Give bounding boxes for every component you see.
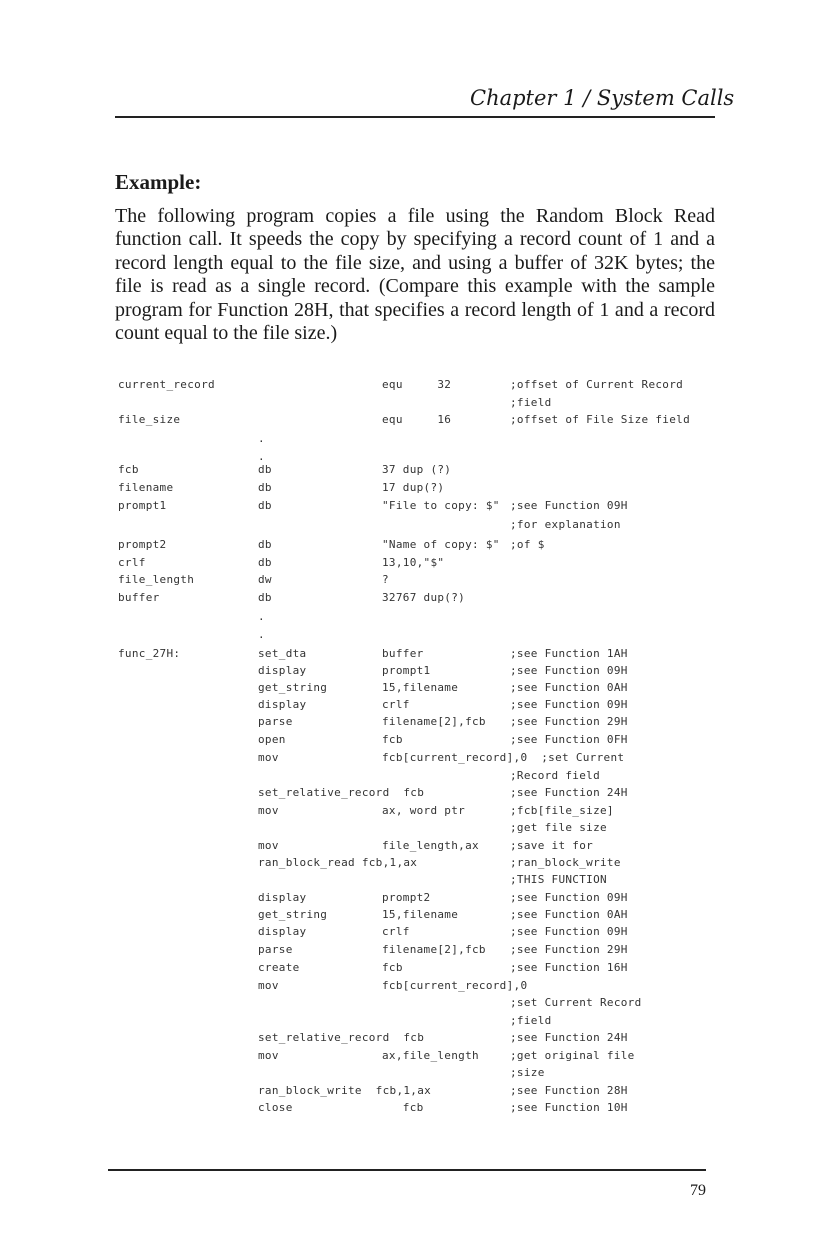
intro-paragraph: The following program copies a file using the Random Block Read function call. It speeds the copy by specifying a record count of 1 and a record length equal to the file size, and using a buffer of 32K bytes; the file is read as a single record. (Compare this example with the sample program for Function 28H, that specifies a record length of 1 and a record count equal to the file size.) (115, 205, 715, 345)
code-comment: ;ran_block_write (510, 856, 621, 869)
code-comment: ;of $ (510, 538, 545, 551)
code-op: get_string (258, 681, 328, 694)
code-op: mov (258, 804, 279, 817)
code-operand: filename[2],fcb (382, 943, 486, 956)
code-operand: crlf (382, 925, 410, 938)
code-label: current_record (118, 378, 215, 391)
code-comment: ;see Function 28H (510, 1084, 628, 1097)
code-op: set_relative_record fcb (258, 786, 425, 799)
code-op: display (258, 891, 307, 904)
code-op: close (258, 1101, 293, 1114)
code-comment: ;see Function 0AH (510, 681, 628, 694)
code-operand: buffer (382, 647, 424, 660)
code-op: ran_block_read fcb,1,ax (258, 856, 418, 869)
code-comment: ;THIS FUNCTION (510, 873, 607, 886)
code-operand: equ 16 (382, 413, 452, 426)
code-operand: filename[2],fcb (382, 715, 486, 728)
code-comment: ;see Function 0AH (510, 908, 628, 921)
code-op: db (258, 591, 272, 604)
code-operand: 13,10,"$" (382, 556, 445, 569)
code-comment: ;get file size (510, 821, 607, 834)
code-comment: ;see Function 29H (510, 943, 628, 956)
code-label: file_length (118, 573, 195, 586)
code-operand: crlf (382, 698, 410, 711)
code-comment: ;field (510, 396, 552, 409)
code-label: filename (118, 481, 174, 494)
code-operand: ax,file_length (382, 1049, 479, 1062)
code-operand: equ 32 (382, 378, 452, 391)
code-comment: ;offset of Current Record (510, 378, 684, 391)
code-comment: ;see Function 09H (510, 891, 628, 904)
code-comment: ;see Function 10H (510, 1101, 628, 1114)
code-op: set_relative_record fcb (258, 1031, 425, 1044)
code-op: db (258, 499, 272, 512)
code-op: get_string (258, 908, 328, 921)
code-operand: "Name of copy: $" (382, 538, 500, 551)
code-comment: ;see Function 09H (510, 698, 628, 711)
code-comment: ;see Function 09H (510, 664, 628, 677)
code-op: db (258, 556, 272, 569)
code-operand: 32767 dup(?) (382, 591, 466, 604)
code-label: prompt2 (118, 538, 167, 551)
code-op: mov (258, 979, 279, 992)
code-operand: prompt1 (382, 664, 431, 677)
code-operand: 15,filename (382, 681, 459, 694)
code-operand: prompt2 (382, 891, 431, 904)
code-op: parse (258, 715, 293, 728)
code-label: crlf (118, 556, 146, 569)
code-label: file_size (118, 413, 181, 426)
code-comment: ;get original file (510, 1049, 635, 1062)
code-label: fcb (118, 463, 139, 476)
code-op: mov (258, 839, 279, 852)
code-comment: ;offset of File Size field (510, 413, 690, 426)
code-comment: ;set Current Record (510, 996, 642, 1009)
code-label: func_27H: (118, 647, 181, 660)
code-comment: ;field (510, 1014, 552, 1027)
code-comment: ;see Function 09H (510, 925, 628, 938)
code-op: db (258, 481, 272, 494)
section-heading: Example: (115, 170, 202, 194)
code-comment: ;fcb[file_size] (510, 804, 614, 817)
code-operand: fcb (382, 733, 403, 746)
code-label: prompt1 (118, 499, 167, 512)
code-op: . (258, 628, 265, 641)
code-comment: ;see Function 16H (510, 961, 628, 974)
code-op: dw (258, 573, 272, 586)
code-op: create (258, 961, 300, 974)
code-op: db (258, 463, 272, 476)
code-operand: ax, word ptr (382, 804, 466, 817)
code-op: . (258, 450, 265, 463)
code-op: db (258, 538, 272, 551)
code-comment: ;see Function 24H (510, 1031, 628, 1044)
code-comment: ;size (510, 1066, 545, 1079)
code-comment: ;Record field (510, 769, 600, 782)
code-op: parse (258, 943, 293, 956)
code-comment: ;save it for (510, 839, 594, 852)
code-comment: ;see Function 29H (510, 715, 628, 728)
code-operand: fcb (382, 961, 403, 974)
page-number: 79 (690, 1182, 706, 1199)
code-operand: "File to copy: $" (382, 499, 500, 512)
code-comment: ;see Function 24H (510, 786, 628, 799)
code-operand: fcb[current_record],0 (382, 979, 528, 992)
code-operand: file_length,ax (382, 839, 479, 852)
code-op: display (258, 698, 307, 711)
code-op: . (258, 610, 265, 623)
footer-rule (108, 1169, 706, 1171)
running-header: Chapter 1 / System Calls (470, 86, 735, 110)
code-op: open (258, 733, 286, 746)
code-operand: ? (382, 573, 389, 586)
code-op: mov (258, 1049, 279, 1062)
code-comment: ;for explanation (510, 518, 621, 531)
code-label: buffer (118, 591, 160, 604)
code-operand: 15,filename (382, 908, 459, 921)
code-comment: ;see Function 0FH (510, 733, 628, 746)
code-comment: ;see Function 09H (510, 499, 628, 512)
code-operand: fcb (382, 1101, 424, 1114)
code-operand: fcb[current_record],0 ;set Current (382, 751, 625, 764)
header-rule (115, 116, 715, 118)
code-comment: ;see Function 1AH (510, 647, 628, 660)
code-op: ran_block_write fcb,1,ax (258, 1084, 432, 1097)
code-op: set_dta (258, 647, 307, 660)
code-op: mov (258, 751, 279, 764)
code-op: . (258, 432, 265, 445)
code-op: display (258, 664, 307, 677)
code-operand: 37 dup (?) (382, 463, 452, 476)
code-op: display (258, 925, 307, 938)
code-operand: 17 dup(?) (382, 481, 445, 494)
